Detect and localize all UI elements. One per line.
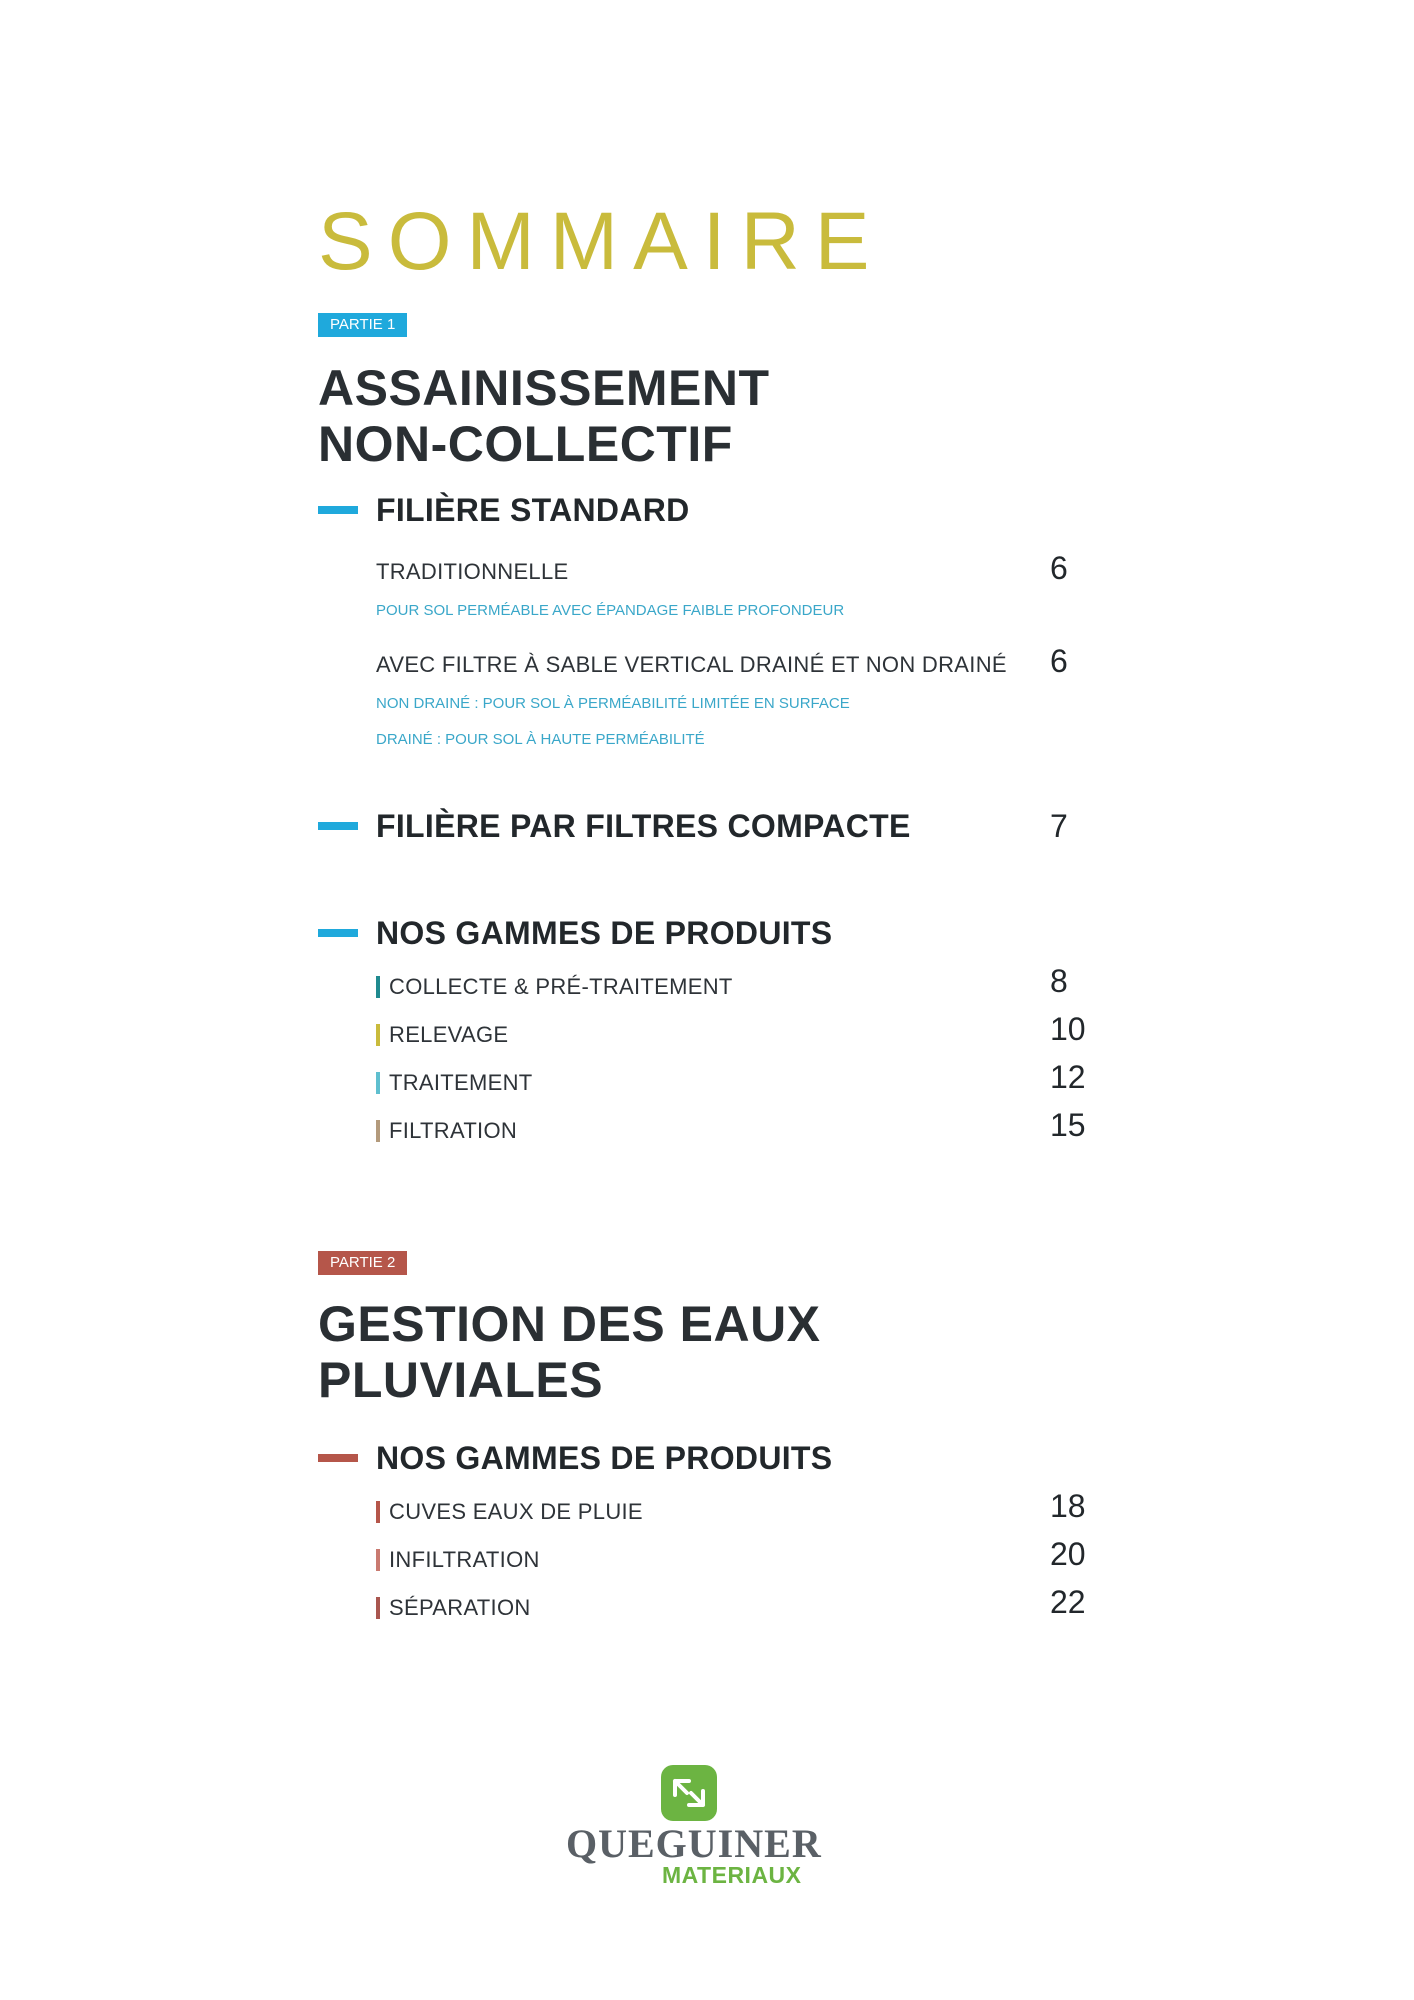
page-number: 8 (1050, 963, 1068, 999)
page-title: SOMMAIRE (318, 195, 885, 287)
section-dash (318, 1454, 358, 1462)
page-number: 22 (1050, 1584, 1086, 1620)
part1-heading-line2: NON-COLLECTIF (318, 416, 733, 472)
toc-item-filtration[interactable]: FILTRATION (389, 1118, 518, 1143)
toc-item-collecte[interactable]: COLLECTE & PRÉ-TRAITEMENT (389, 974, 733, 999)
item-color-bar (376, 1549, 380, 1571)
item-color-bar (376, 1501, 380, 1523)
part2-heading-line2: PLUVIALES (318, 1352, 604, 1408)
item-note: POUR SOL PERMÉABLE AVEC ÉPANDAGE FAIBLE PROFONDEUR (376, 602, 845, 619)
section-filiere-standard: FILIÈRE STANDARD (376, 492, 690, 528)
toc-item-relevage[interactable]: RELEVAGE (389, 1022, 509, 1047)
toc-item-traditionnelle[interactable]: TRADITIONNELLE (376, 559, 569, 584)
item-note: DRAINÉ : POUR SOL À HAUTE PERMÉABILITÉ (376, 731, 705, 748)
part1-tag: PARTIE 1 (318, 313, 407, 337)
page-number: 10 (1050, 1011, 1086, 1047)
section-dash (318, 506, 358, 514)
logo-name: QUEGUINER (566, 1821, 822, 1866)
item-color-bar (376, 1072, 380, 1094)
section-gammes-produits-1: NOS GAMMES DE PRODUITS (376, 915, 833, 951)
toc-item-cuves[interactable]: CUVES EAUX DE PLUIE (389, 1499, 643, 1524)
page-number: 6 (1050, 550, 1068, 586)
toc-item-separation[interactable]: SÉPARATION (389, 1595, 531, 1620)
item-note: NON DRAINÉ : POUR SOL À PERMÉABILITÉ LIMITÉE EN SURFACE (376, 695, 850, 712)
page-number: 7 (1050, 808, 1068, 844)
item-color-bar (376, 1597, 380, 1619)
toc-item-filtre-sable[interactable]: AVEC FILTRE À SABLE VERTICAL DRAINÉ ET NON DRAINÉ (376, 652, 1007, 677)
item-color-bar (376, 976, 380, 998)
section-filiere-compacte[interactable]: FILIÈRE PAR FILTRES COMPACTE (376, 808, 911, 844)
part2-heading-line1: GESTION DES EAUX (318, 1296, 821, 1352)
part2-tag: PARTIE 2 (318, 1251, 407, 1275)
page-number: 20 (1050, 1536, 1086, 1572)
part1-heading-line1: ASSAINISSEMENT (318, 360, 770, 416)
section-dash (318, 929, 358, 937)
logo-subtitle: MATERIAUX (662, 1862, 802, 1888)
page-number: 18 (1050, 1488, 1086, 1524)
toc-item-infiltration[interactable]: INFILTRATION (389, 1547, 540, 1572)
page-number: 12 (1050, 1059, 1086, 1095)
page-number: 6 (1050, 643, 1068, 679)
section-gammes-produits-2: NOS GAMMES DE PRODUITS (376, 1440, 833, 1476)
item-color-bar (376, 1024, 380, 1046)
section-dash (318, 822, 358, 830)
logo-icon (661, 1765, 717, 1821)
toc-item-traitement[interactable]: TRAITEMENT (389, 1070, 533, 1095)
item-color-bar (376, 1120, 380, 1142)
page-number: 15 (1050, 1107, 1086, 1143)
